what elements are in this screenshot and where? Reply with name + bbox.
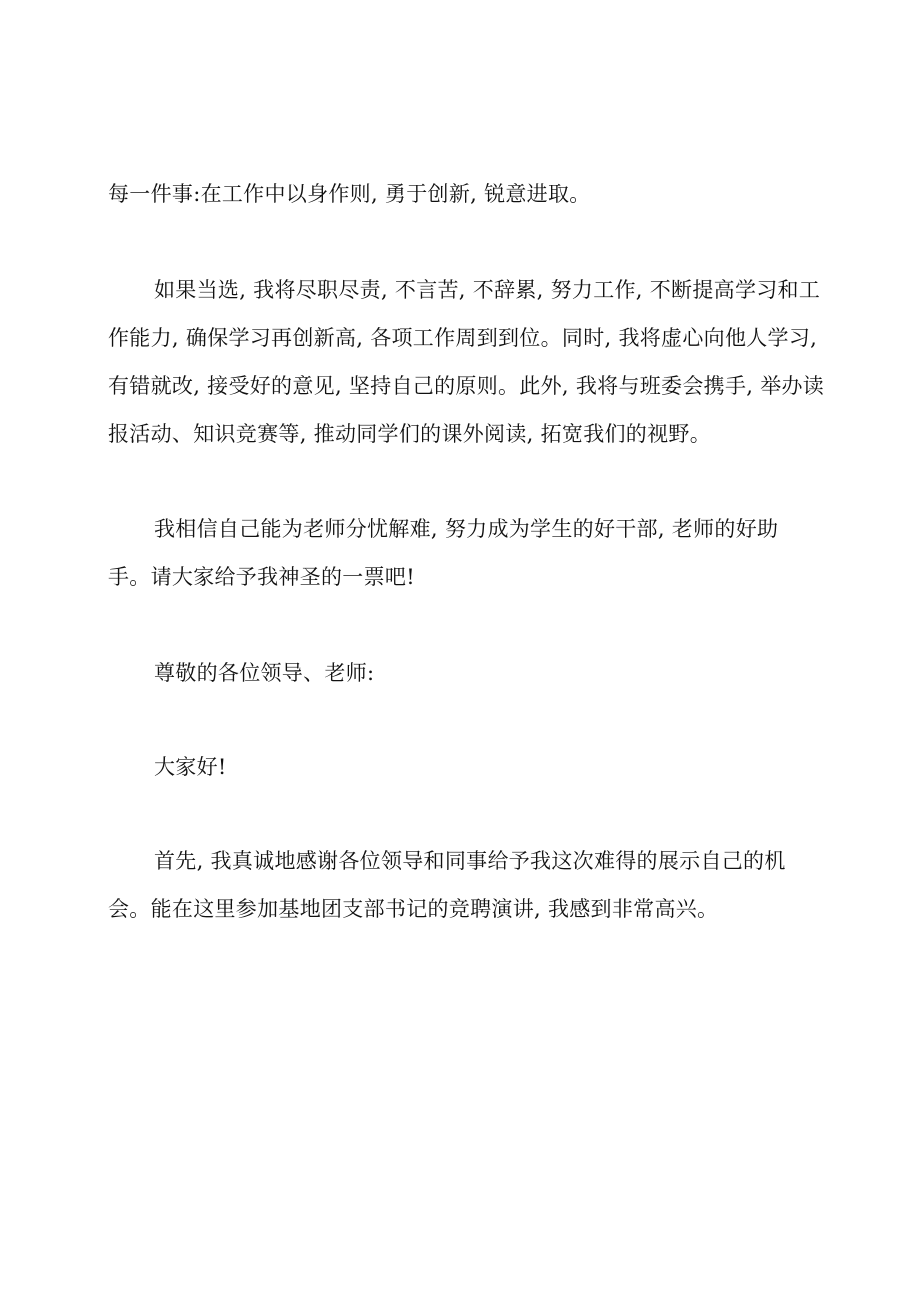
paragraph-3-line-2: 手。请大家给予我神圣的一票吧! [108, 565, 415, 589]
paragraph-6-line-2: 会。能在这里参加基地团支部书记的竞聘演讲, 我感到非常高兴。 [108, 897, 719, 921]
paragraph-6 [108, 837, 824, 933]
paragraph-1 [108, 170, 824, 218]
paragraph-3 [108, 505, 824, 601]
paragraph-5 [108, 743, 824, 791]
paragraph-6-line-1: 首先, 我真诚地感谢各位领导和同事给予我这次难得的展示自己的机 [154, 849, 786, 873]
paragraph-1-line-1: 每一件事:在工作中以身作则, 勇于创新, 锐意进取。 [108, 182, 591, 206]
paragraph-4 [108, 649, 824, 697]
paragraph-2-line-1: 如果当选, 我将尽职尽责, 不言苦, 不辞累, 努力工作, 不断提高学习和工 [154, 278, 821, 302]
paragraph-2-line-3: 有错就改, 接受好的意见, 坚持自己的原则。此外, 我将与班委会携手, 举办读 [108, 374, 825, 398]
paragraph-4-line-1: 尊敬的各位领导、老师: [154, 661, 375, 685]
paragraph-2 [108, 266, 824, 458]
paragraph-2-line-2: 作能力, 确保学习再创新高, 各项工作周到到位。同时, 我将虚心向他人学习, [108, 326, 818, 350]
paragraph-5-line-1: 大家好! [154, 755, 227, 779]
paragraph-3-line-1: 我相信自己能为老师分忧解难, 努力成为学生的好干部, 老师的好助 [154, 517, 779, 541]
paragraph-2-line-4: 报活动、知识竞赛等, 推动同学们的课外阅读, 拓宽我们的视野。 [108, 422, 711, 446]
